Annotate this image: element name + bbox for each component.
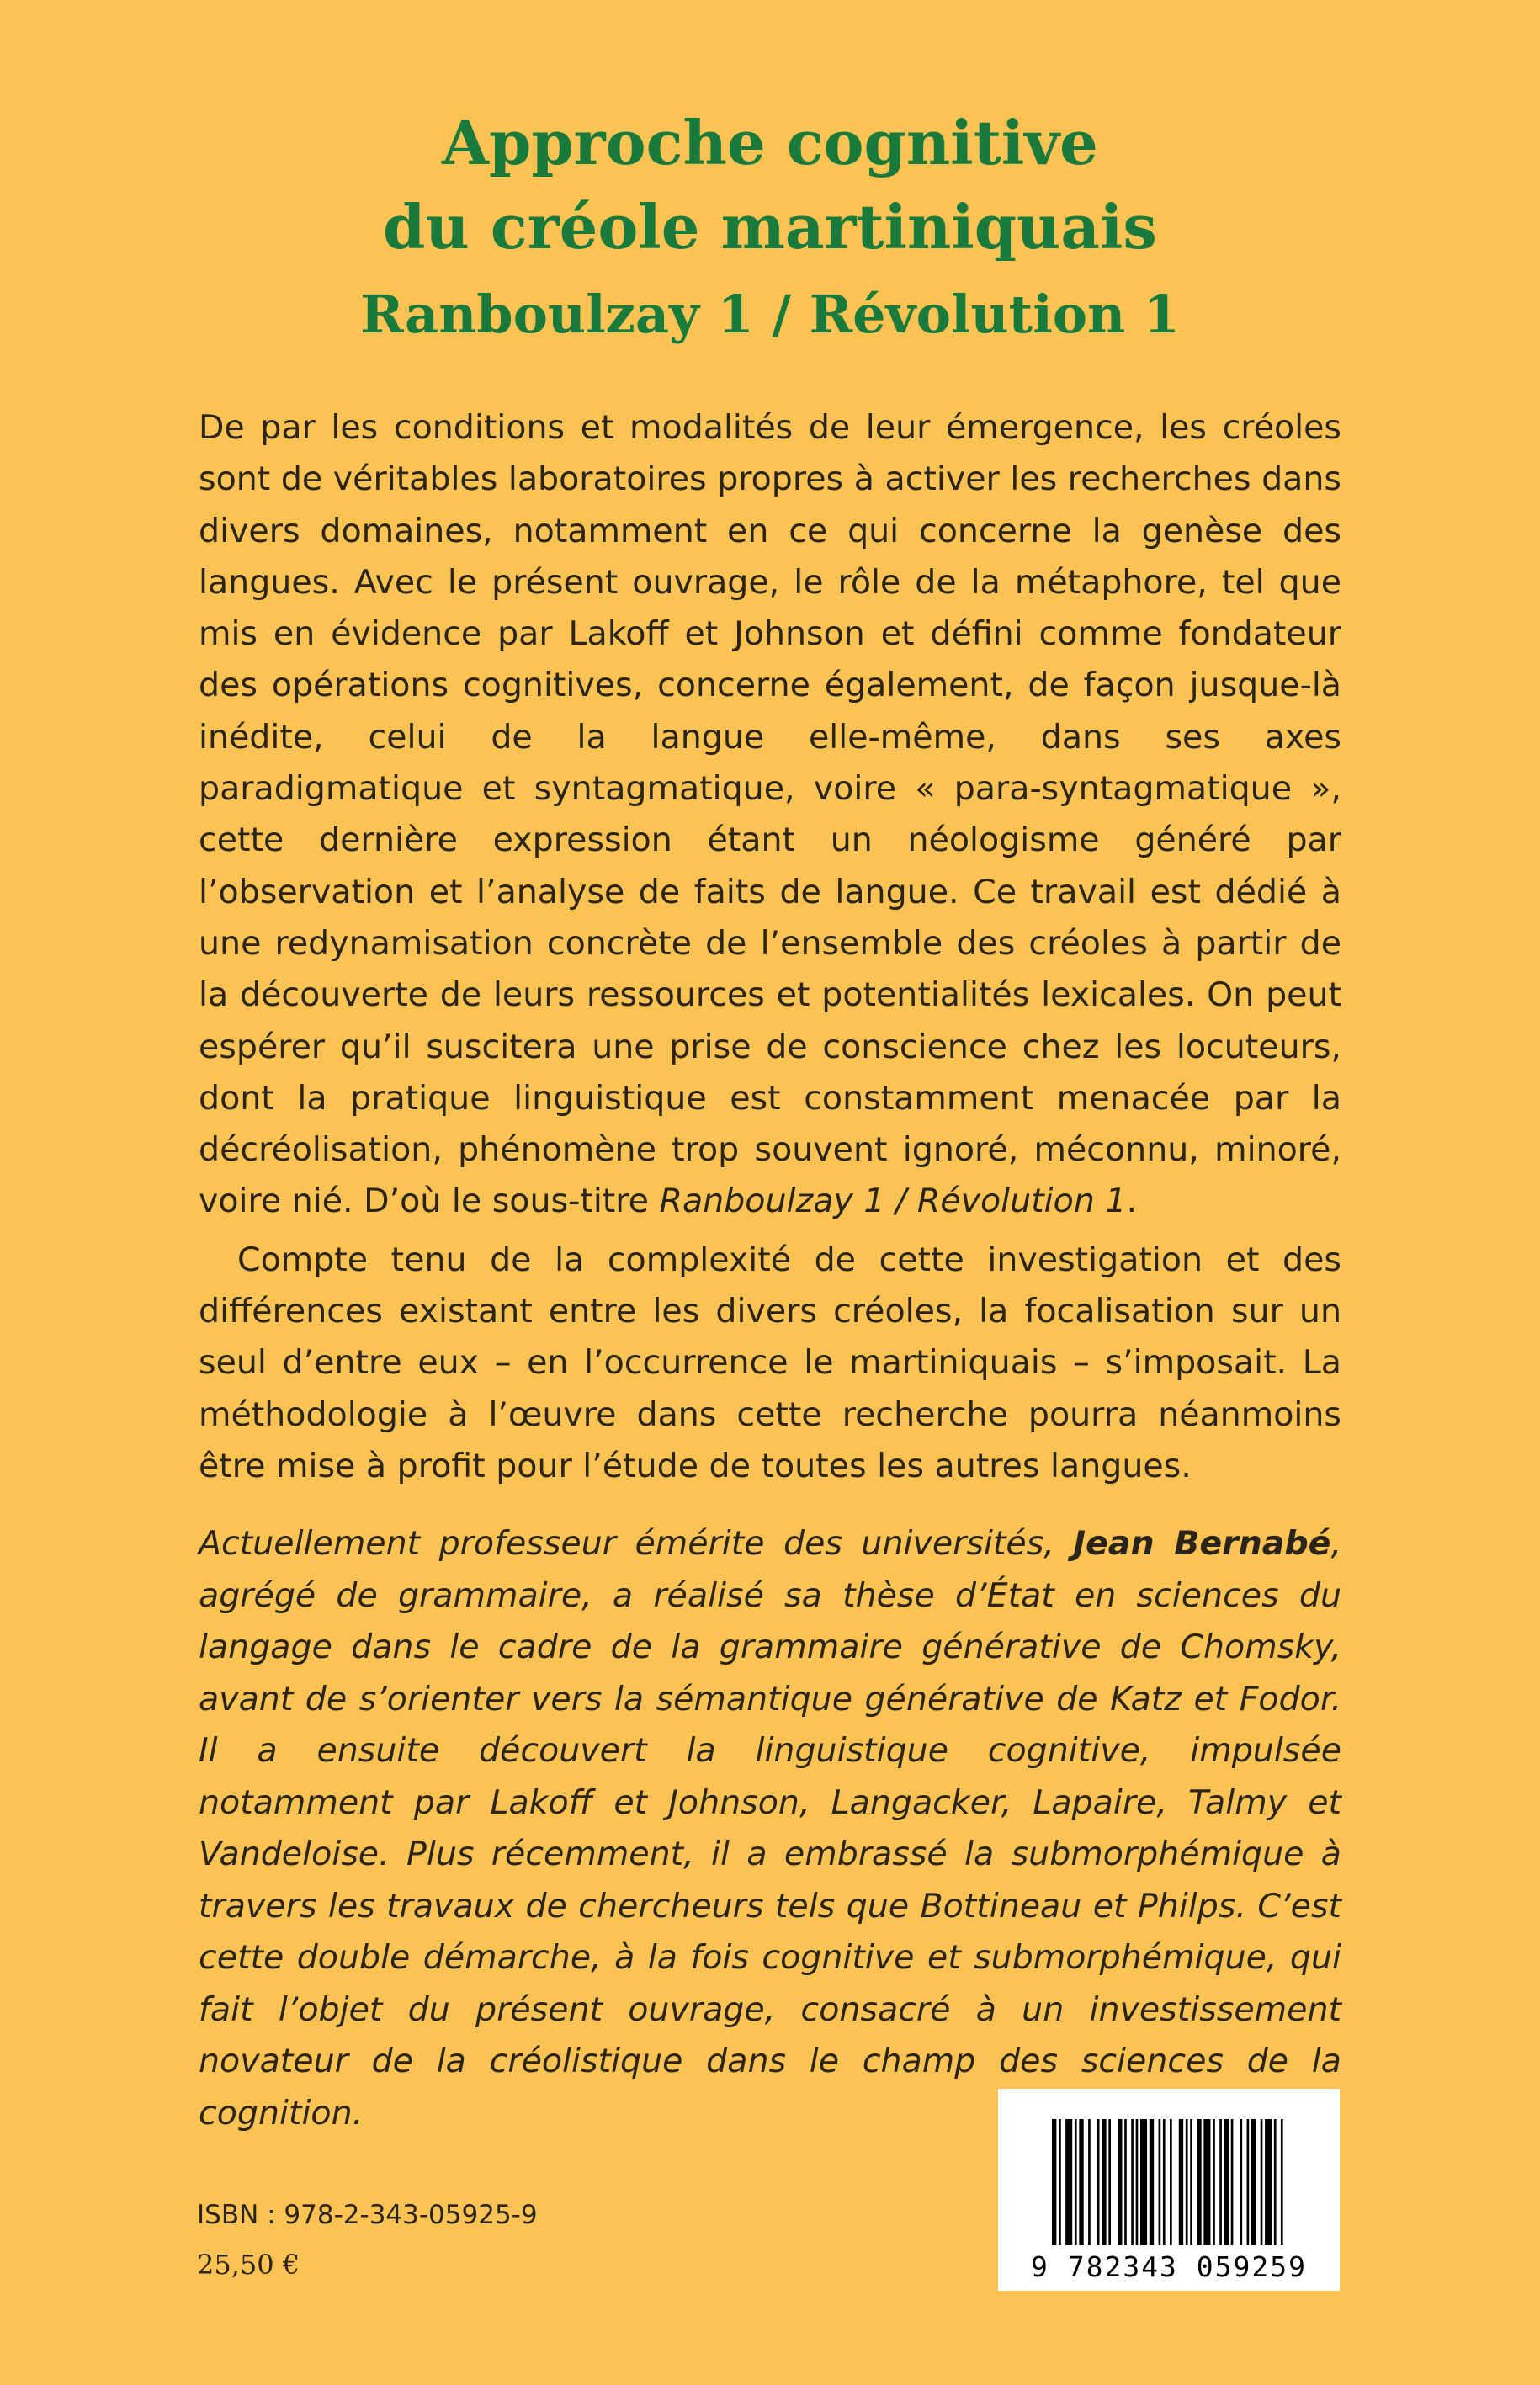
author-bio-intro: Actuellement professeur émérite des universités, [199, 1524, 1074, 1563]
summary-paragraph-1-text: De par les conditions et modalités de leur émergence, les créoles sont de véritables laboratoires propres à activer les recherches dans divers domaines, notamment en ce qui concerne la genèse des langues. Avec le présent ouvrage, le rôle de la métaphore, tel que mis en évidence par Lakoff et Johnson et défini comme fondateur des opérations cognitives, concerne également, de façon jusque-là inédite, celui de la langue elle-même, dans ses axes paradigmatique et syntagmatique, voire « para-syntagmatique », cette dernière expression étant un néologisme généré par l’observation et l’analyse de faits de langue. Ce travail est dédié à une redynamisation concrète de l’ensemble des créoles à partir de la découverte de leurs ressources et potentialités lexicales. On peut espérer qu’il suscitera une prise de conscience chez les locuteurs, dont la pratique linguistique est constamment menacée par la décréolisation, phénomène trop souvent ignoré, méconnu, minoré, voire nié. D’où le sous-titre [199, 408, 1341, 1221]
barcode-bars [1052, 2119, 1288, 2245]
book-title-line-1: Approche cognitive [442, 107, 1098, 178]
author-name: Jean Bernabé [1073, 1524, 1331, 1563]
book-subtitle: Ranboulzay 1 / Révolution 1 [360, 284, 1180, 345]
author-bio-text: , agrégé de grammaire, a réalisé sa thèse d’État en sciences du langage dans le cadre de la grammaire générative de Chomsky, avant de s’orienter vers la sémantique générative de Katz et Fodor. Il a ensuite découvert la linguistique cognitive, impulsée notamment par Lakoff et Johnson, Langacker, Lapaire, Talmy et Vandeloise. Plus récemment, il a embrassé la submorphémique à travers les travaux de chercheurs tels que Bottineau et Philps. C’est cette double démarche, à la fois cognitive et submorphémique, qui fait l’objet du présent ouvrage, consacré à un investissement novateur de la créolistique dans le champ des sciences de la cognition. [199, 1524, 1342, 2133]
author-bio [199, 1518, 1341, 2139]
barcode-number: 9 782343 059259 [1030, 2250, 1307, 2283]
summary-paragraph-1 [199, 402, 1341, 1228]
summary-subtitle-reference: Ranboulzay 1 / Révolution 1 [659, 1182, 1127, 1221]
summary-paragraph-2: Compte tenu de la complexité de cette investigation et des différences existant entre les divers créoles, la focalisation sur un seul d’entre eux – en l’occurrence le martiniquais – s’imposait. La méthodologie à l’œuvre dans cette recherche pourra néanmoins être mise à profit pour l’étude de toutes les autres langues. [199, 1240, 1341, 1485]
book-title-line-2: du créole martiniquais [383, 191, 1157, 263]
barcode [998, 2089, 1340, 2291]
price: 25,50 € [197, 2249, 300, 2281]
title-block [0, 101, 1540, 355]
summary-paragraph-1-end: . [1126, 1182, 1138, 1221]
isbn: ISBN : 978-2-343-05925-9 [197, 2200, 538, 2230]
summary-text [199, 402, 1341, 1492]
